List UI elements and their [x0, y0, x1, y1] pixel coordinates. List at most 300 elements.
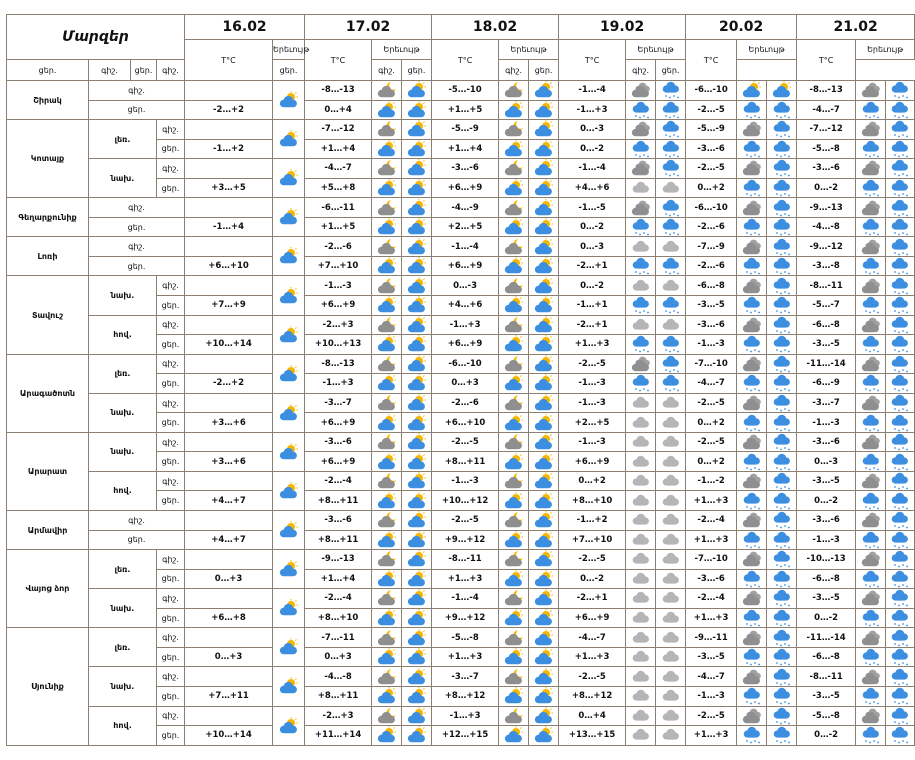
partly-cloudy-day-icon	[372, 139, 402, 159]
partly-cloudy-day-icon	[402, 686, 432, 706]
partly-cloudy-day-icon	[402, 100, 432, 120]
partly-cloudy-moon-icon	[372, 628, 402, 648]
light-cloud-icon	[626, 608, 656, 628]
temp-18-cell: +9…+12	[432, 608, 499, 628]
partly-cloudy-moon-icon	[372, 315, 402, 335]
temp-19-cell: +7…+10	[559, 530, 626, 550]
period-label: ցեր.	[157, 139, 185, 159]
partly-cloudy-day-icon	[529, 471, 559, 491]
partly-cloudy-day-icon	[273, 706, 305, 745]
snow-cloud-icon	[886, 315, 915, 335]
temp-21-cell: -3…-8	[797, 256, 856, 276]
light-cloud-icon	[626, 393, 656, 413]
zone-label: նախ.	[89, 393, 157, 432]
temp-19-cell: 0…+4	[559, 706, 626, 726]
table-row	[7, 315, 915, 335]
zone-label: հով.	[89, 706, 157, 745]
regions-header: Մարզեր	[7, 15, 185, 60]
temp-17-cell: +6…+9	[305, 452, 372, 472]
cloudy-icon	[626, 198, 656, 218]
region-name: Շիրակ	[7, 81, 89, 120]
partly-cloudy-day-icon	[529, 374, 559, 394]
temp-18-cell: +4…+6	[432, 296, 499, 316]
partly-cloudy-day-icon	[372, 374, 402, 394]
temp-21-cell: -3…-6	[797, 159, 856, 179]
cloudy-icon	[737, 120, 767, 140]
partly-cloudy-moon-icon	[499, 276, 529, 296]
temp-17-cell: +1…+5	[305, 217, 372, 237]
partly-cloudy-day-icon	[402, 315, 432, 335]
light-cloud-icon	[656, 491, 686, 511]
table-row	[7, 667, 915, 687]
light-cloud-icon	[626, 628, 656, 648]
partly-cloudy-day-icon	[273, 589, 305, 628]
partly-cloudy-day-icon	[529, 256, 559, 276]
cloudy-icon	[737, 432, 767, 452]
zone-label: լեռ.	[89, 354, 157, 393]
light-cloud-icon	[626, 667, 656, 687]
partly-cloudy-day-icon	[402, 413, 432, 433]
partly-cloudy-day-icon	[529, 315, 559, 335]
period-label: ցեր.	[157, 647, 185, 667]
snow-cloud-icon	[886, 217, 915, 237]
partly-cloudy-moon-icon	[372, 120, 402, 140]
partly-cloudy-moon-icon	[372, 276, 402, 296]
snow-cloud-icon	[886, 569, 915, 589]
period-label: գիշ.	[157, 628, 185, 648]
snow-cloud-icon	[886, 530, 915, 550]
temp-19-cell: +1…+3	[559, 335, 626, 355]
partly-cloudy-day-icon	[273, 120, 305, 159]
day-header: ցեր.	[273, 60, 305, 81]
temp-18-cell: -6…-10	[432, 354, 499, 374]
table-row	[7, 100, 915, 120]
period-label: ցեր.	[157, 374, 185, 394]
partly-cloudy-moon-icon	[499, 315, 529, 335]
temp-21-cell: -3…-6	[797, 511, 856, 531]
snow-cloud-icon	[886, 296, 915, 316]
period-label: ցեր.	[89, 256, 185, 276]
partly-cloudy-day-icon	[273, 276, 305, 315]
snow-cloud-icon	[856, 569, 886, 589]
partly-cloudy-day-icon	[402, 550, 432, 570]
snow-cloud-icon	[656, 374, 686, 394]
partly-cloudy-day-icon	[402, 706, 432, 726]
weather-header: Երեւույթ	[273, 40, 305, 60]
light-cloud-icon	[626, 413, 656, 433]
temp-header: T°C	[797, 40, 856, 81]
light-cloud-icon	[656, 471, 686, 491]
temp-17-cell: 0…+3	[305, 647, 372, 667]
partly-cloudy-day-icon	[402, 647, 432, 667]
temp-21-cell: -10…-13	[797, 550, 856, 570]
temp-16-cell	[185, 393, 273, 413]
snow-cloud-icon	[886, 413, 915, 433]
snow-cloud-icon	[767, 276, 797, 296]
snow-cloud-icon	[656, 296, 686, 316]
light-cloud-icon	[626, 491, 656, 511]
snow-cloud-icon	[886, 726, 915, 746]
temp-20-cell: -2…-4	[686, 511, 737, 531]
temp-16-cell: +4…+7	[185, 530, 273, 550]
temp-20-cell: -2…-5	[686, 393, 737, 413]
cloudy-icon	[737, 550, 767, 570]
snow-cloud-icon	[767, 589, 797, 609]
period-label: ցեր.	[157, 726, 185, 746]
night-header: գիշ.	[626, 60, 656, 81]
temp-21-cell: -6…-8	[797, 569, 856, 589]
temp-18-cell: -2…-5	[432, 432, 499, 452]
partly-cloudy-moon-icon	[372, 550, 402, 570]
temp-16-cell: +4…+7	[185, 491, 273, 511]
cloudy-icon	[737, 315, 767, 335]
temp-18-cell: 0…+3	[432, 374, 499, 394]
snow-cloud-icon	[886, 647, 915, 667]
cloudy-icon	[737, 511, 767, 531]
snow-cloud-icon	[886, 139, 915, 159]
temp-17-cell: +6…+9	[305, 413, 372, 433]
partly-cloudy-moon-icon	[372, 159, 402, 179]
snow-cloud-icon	[767, 726, 797, 746]
partly-cloudy-day-icon	[273, 159, 305, 198]
snow-cloud-icon	[886, 491, 915, 511]
partly-cloudy-day-icon	[402, 667, 432, 687]
snow-cloud-icon	[856, 726, 886, 746]
partly-cloudy-moon-icon	[499, 706, 529, 726]
partly-cloudy-moon-icon	[372, 471, 402, 491]
day-header: ցեր.	[131, 60, 157, 81]
snow-cloud-icon	[767, 335, 797, 355]
partly-cloudy-moon-icon	[372, 432, 402, 452]
snow-cloud-icon	[737, 100, 767, 120]
temp-21-cell: -3…-5	[797, 471, 856, 491]
temp-16-cell: +7…+9	[185, 296, 273, 316]
temp-21-cell: -3…-7	[797, 393, 856, 413]
temp-20-cell: -6…-10	[686, 198, 737, 218]
temp-21-cell: -6…-8	[797, 647, 856, 667]
partly-cloudy-moon-icon	[499, 667, 529, 687]
snow-cloud-icon	[626, 139, 656, 159]
partly-cloudy-day-icon	[529, 550, 559, 570]
table-row	[7, 276, 915, 296]
temp-17-cell: +11…+14	[305, 726, 372, 746]
table-row	[7, 471, 915, 491]
partly-cloudy-moon-icon	[499, 81, 529, 101]
period-label: գիշ.	[157, 471, 185, 491]
temp-19-cell: 0…-2	[559, 569, 626, 589]
snow-cloud-icon	[767, 159, 797, 179]
partly-cloudy-day-icon	[372, 413, 402, 433]
temp-16-cell: -2…+2	[185, 100, 273, 120]
temp-17-cell: +8…+11	[305, 491, 372, 511]
partly-cloudy-day-icon	[273, 628, 305, 667]
temp-17-cell: -4…-7	[305, 159, 372, 179]
temp-19-cell: -1…-4	[559, 81, 626, 101]
partly-cloudy-day-icon	[273, 471, 305, 510]
temp-20-cell: +1…+3	[686, 726, 737, 746]
partly-cloudy-day-icon	[529, 667, 559, 687]
snow-cloud-icon	[886, 393, 915, 413]
snow-cloud-icon	[886, 608, 915, 628]
partly-cloudy-day-icon	[767, 81, 797, 101]
light-cloud-icon	[626, 550, 656, 570]
partly-cloudy-day-icon	[529, 491, 559, 511]
partly-cloudy-day-icon	[402, 432, 432, 452]
night-header: գիշ.	[499, 60, 529, 81]
partly-cloudy-moon-icon	[372, 511, 402, 531]
snow-cloud-icon	[886, 100, 915, 120]
partly-cloudy-day-icon	[372, 100, 402, 120]
partly-cloudy-moon-icon	[372, 589, 402, 609]
partly-cloudy-day-icon	[402, 335, 432, 355]
snow-cloud-icon	[767, 120, 797, 140]
snow-cloud-icon	[626, 100, 656, 120]
snow-cloud-icon	[856, 139, 886, 159]
period-label: ցեր.	[157, 686, 185, 706]
snow-cloud-icon	[767, 315, 797, 335]
temp-19-cell: -2…-5	[559, 354, 626, 374]
temp-header: T°C	[185, 40, 273, 81]
snow-cloud-icon	[656, 81, 686, 101]
temp-16-cell: +6…+8	[185, 608, 273, 628]
temp-16-cell	[185, 276, 273, 296]
partly-cloudy-day-icon	[273, 393, 305, 432]
region-name: Արմավիր	[7, 511, 89, 550]
partly-cloudy-day-icon	[529, 81, 559, 101]
snow-cloud-icon	[767, 100, 797, 120]
partly-cloudy-moon-icon	[499, 120, 529, 140]
period-label: գիշ.	[89, 198, 185, 218]
cloudy-icon	[856, 706, 886, 726]
temp-21-cell: -7…-12	[797, 120, 856, 140]
weather-header: Երեւույթ	[856, 40, 915, 60]
partly-cloudy-day-icon	[273, 354, 305, 393]
temp-18-cell: -5…-9	[432, 120, 499, 140]
snow-cloud-icon	[767, 296, 797, 316]
light-cloud-icon	[626, 178, 656, 198]
temp-16-cell: +10…+14	[185, 726, 273, 746]
temp-21-cell: -5…-8	[797, 139, 856, 159]
period-label: ցեր.	[157, 491, 185, 511]
light-cloud-icon	[656, 530, 686, 550]
temp-17-cell: -3…-6	[305, 511, 372, 531]
snow-cloud-icon	[737, 608, 767, 628]
table-row	[7, 393, 915, 413]
partly-cloudy-day-icon	[529, 100, 559, 120]
temp-18-cell: +9…+12	[432, 530, 499, 550]
temp-18-cell: -4…-9	[432, 198, 499, 218]
temp-18-cell: -1…-4	[432, 589, 499, 609]
cloudy-icon	[856, 354, 886, 374]
temp-18-cell: +6…+9	[432, 256, 499, 276]
partly-cloudy-moon-icon	[372, 393, 402, 413]
table-row	[7, 628, 915, 648]
partly-cloudy-day-icon	[402, 589, 432, 609]
cloudy-icon	[856, 471, 886, 491]
temp-20-cell: 0…+2	[686, 413, 737, 433]
light-cloud-icon	[656, 667, 686, 687]
partly-cloudy-day-icon	[402, 608, 432, 628]
temp-19-cell: +2…+5	[559, 413, 626, 433]
temp-17-cell: +10…+13	[305, 335, 372, 355]
period-label: գիշ.	[157, 432, 185, 452]
light-cloud-icon	[626, 452, 656, 472]
temp-20-cell: +1…+3	[686, 530, 737, 550]
zone-label: լեռ.	[89, 550, 157, 589]
partly-cloudy-day-icon	[529, 296, 559, 316]
table-row	[7, 589, 915, 609]
weather-header: Երեւույթ	[626, 40, 686, 60]
weather-header: Երեւույթ	[499, 40, 559, 60]
temp-17-cell: +5…+8	[305, 178, 372, 198]
temp-17-cell: -7…-12	[305, 120, 372, 140]
cloudy-icon	[737, 393, 767, 413]
temp-20-cell: -1…-3	[686, 686, 737, 706]
temp-19-cell: -2…-5	[559, 550, 626, 570]
temp-20-cell: -3…-6	[686, 569, 737, 589]
period-label: գիշ.	[157, 589, 185, 609]
period-label: ցեր.	[157, 413, 185, 433]
snow-cloud-icon	[856, 647, 886, 667]
partly-cloudy-day-icon	[372, 491, 402, 511]
partly-cloudy-day-icon	[372, 647, 402, 667]
partly-cloudy-day-icon	[402, 237, 432, 257]
snow-cloud-icon	[886, 589, 915, 609]
snow-cloud-icon	[737, 491, 767, 511]
cloudy-icon	[856, 550, 886, 570]
cloudy-icon	[856, 432, 886, 452]
partly-cloudy-day-icon	[273, 432, 305, 471]
temp-header: T°C	[686, 40, 737, 81]
cloudy-icon	[737, 589, 767, 609]
date-header-19: 19.02	[559, 15, 686, 40]
partly-cloudy-day-icon	[529, 706, 559, 726]
partly-cloudy-moon-icon	[499, 432, 529, 452]
snow-cloud-icon	[737, 217, 767, 237]
temp-18-cell: +8…+12	[432, 686, 499, 706]
partly-cloudy-moon-icon	[499, 354, 529, 374]
cloudy-icon	[737, 276, 767, 296]
cloudy-icon	[856, 315, 886, 335]
temp-18-cell: +2…+5	[432, 217, 499, 237]
snow-cloud-icon	[886, 354, 915, 374]
cloudy-icon	[737, 706, 767, 726]
cloudy-icon	[856, 120, 886, 140]
period-label: ցեր.	[89, 530, 185, 550]
partly-cloudy-day-icon	[529, 178, 559, 198]
cloudy-icon	[737, 667, 767, 687]
snow-cloud-icon	[886, 550, 915, 570]
partly-cloudy-day-icon	[372, 256, 402, 276]
temp-18-cell: -3…-7	[432, 667, 499, 687]
table-row	[7, 432, 915, 452]
partly-cloudy-day-icon	[372, 335, 402, 355]
temp-18-cell: -3…-6	[432, 159, 499, 179]
snow-cloud-icon	[737, 726, 767, 746]
partly-cloudy-day-icon	[499, 256, 529, 276]
temp-19-cell: -2…+1	[559, 315, 626, 335]
temp-16-cell: -2…+2	[185, 374, 273, 394]
cloudy-icon	[856, 198, 886, 218]
partly-cloudy-day-icon	[529, 608, 559, 628]
light-cloud-icon	[626, 511, 656, 531]
snow-cloud-icon	[767, 217, 797, 237]
partly-cloudy-day-icon	[499, 100, 529, 120]
light-cloud-icon	[656, 550, 686, 570]
partly-cloudy-day-icon	[499, 530, 529, 550]
snow-cloud-icon	[626, 296, 656, 316]
region-name: Արագածոտն	[7, 354, 89, 432]
light-cloud-icon	[656, 608, 686, 628]
partly-cloudy-day-icon	[529, 335, 559, 355]
temp-19-cell: -1…-4	[559, 159, 626, 179]
temp-19-cell: -4…-7	[559, 628, 626, 648]
partly-cloudy-day-icon	[499, 374, 529, 394]
partly-cloudy-day-icon	[402, 256, 432, 276]
table-row	[7, 159, 915, 179]
temp-21-cell: -6…-8	[797, 315, 856, 335]
temp-19-cell: -1…-3	[559, 374, 626, 394]
partly-cloudy-day-icon	[499, 647, 529, 667]
temp-17-cell: -2…+3	[305, 315, 372, 335]
temp-18-cell: -1…-3	[432, 471, 499, 491]
partly-cloudy-day-icon	[402, 726, 432, 746]
temp-20-cell: -2…-5	[686, 706, 737, 726]
cloudy-icon	[856, 667, 886, 687]
partly-cloudy-day-icon	[402, 217, 432, 237]
partly-cloudy-day-icon	[499, 726, 529, 746]
partly-cloudy-day-icon	[402, 139, 432, 159]
light-cloud-icon	[656, 726, 686, 746]
temp-16-cell	[185, 237, 273, 257]
zone-label: նախ.	[89, 432, 157, 471]
snow-cloud-icon	[767, 393, 797, 413]
partly-cloudy-moon-icon	[499, 628, 529, 648]
day-header: ցեր.	[656, 60, 686, 81]
partly-cloudy-moon-icon	[499, 589, 529, 609]
partly-cloudy-day-icon	[529, 120, 559, 140]
temp-18-cell: -8…-11	[432, 550, 499, 570]
snow-cloud-icon	[656, 198, 686, 218]
partly-cloudy-day-icon	[402, 81, 432, 101]
temp-header: T°C	[305, 40, 372, 81]
partly-cloudy-day-icon	[402, 491, 432, 511]
partly-cloudy-day-icon	[529, 569, 559, 589]
temp-18-cell: -5…-8	[432, 628, 499, 648]
partly-cloudy-day-icon	[402, 178, 432, 198]
light-cloud-icon	[656, 393, 686, 413]
snow-cloud-icon	[886, 706, 915, 726]
temp-17-cell: -2…-4	[305, 471, 372, 491]
zone-label: հով.	[89, 315, 157, 354]
partly-cloudy-day-icon	[372, 569, 402, 589]
snow-cloud-icon	[767, 608, 797, 628]
temp-17-cell: +1…+4	[305, 139, 372, 159]
temp-20-cell: -7…-9	[686, 237, 737, 257]
date-header-16: 16.02	[185, 15, 305, 40]
snow-cloud-icon	[767, 550, 797, 570]
snow-cloud-icon	[767, 647, 797, 667]
temp-20-cell: -2…-5	[686, 432, 737, 452]
temp-18-cell: 0…-3	[432, 276, 499, 296]
table-row	[7, 256, 915, 276]
partly-cloudy-day-icon	[372, 726, 402, 746]
partly-cloudy-day-icon	[529, 686, 559, 706]
temp-16-cell: +6…+10	[185, 256, 273, 276]
partly-cloudy-day-icon	[529, 139, 559, 159]
table-row	[7, 530, 915, 550]
temp-18-cell: +1…+3	[432, 647, 499, 667]
